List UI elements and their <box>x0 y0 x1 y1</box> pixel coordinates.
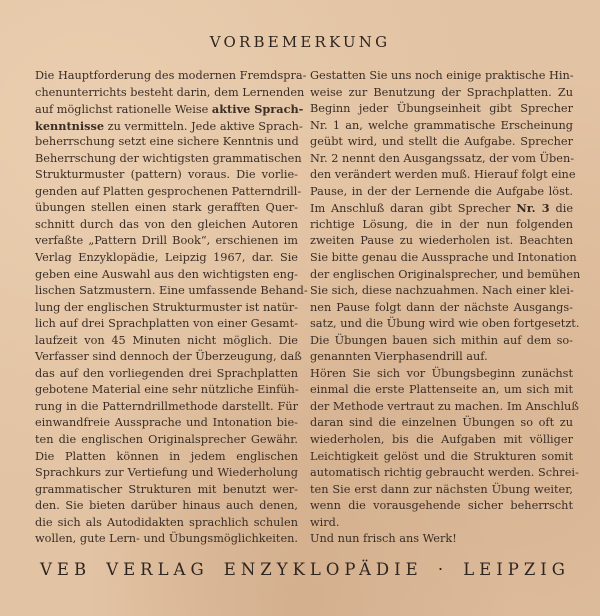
text-line: wird. <box>310 515 340 529</box>
text-segment: auf möglichst rationelle Weise <box>35 103 212 117</box>
text-line: beherrschung setzt eine sichere Kenntnis und <box>35 135 299 149</box>
text-line: einwandfreie Aussprache und Intonation bie- <box>35 416 298 430</box>
text-line: Strukturmuster (pattern) voraus. Die vorlie- <box>35 168 298 182</box>
text-line <box>35 101 304 118</box>
text-line: ten Sie erst dann zur nächsten Übung weiter, <box>310 482 573 496</box>
text-line: verfaßte „Pattern Drill Book“, erschienen im <box>35 234 298 248</box>
text-line: der englischen Originalsprecher, und bemühen <box>310 267 581 281</box>
text-line: genannten Vierphasendrill auf. <box>310 350 488 364</box>
text-line: automatisch richtig gebraucht werden. Schrei- <box>310 466 579 480</box>
page-title: VORBEMERKUNG <box>209 33 391 51</box>
text-line: wiederholen, bis die Aufgaben mit völliger <box>310 433 573 447</box>
publisher-footer: VEB VERLAG ENZYKLOPÄDIE · LEIPZIG <box>40 560 570 579</box>
text-line: Nr. 2 nennt den Ausgangssatz, der vom Üben- <box>310 151 575 165</box>
text-line: weise zur Benutzung der Sprachplatten. Zu <box>310 85 573 99</box>
left-column <box>35 68 308 548</box>
text-line: zweiten Pause zu wiederholen ist. Beachten <box>310 234 573 248</box>
bold-text: aktive Sprach- <box>211 102 304 117</box>
text-segment: zu vermitteln. Jede aktive Sprach- <box>104 119 303 133</box>
text-line: nen Pause folgt dann der nächste Ausgangs- <box>310 300 573 314</box>
text-line: schnitt durch das von den gleichen Autoren <box>35 217 298 231</box>
text-line: wollen, gute Lern- und Übungsmöglichkeiten. <box>35 532 298 546</box>
text-line: lischen Satzmustern. Eine umfassende Behand- <box>35 284 308 298</box>
text-line: ten die englischen Originalsprecher Gewähr. <box>35 433 298 447</box>
text-line <box>310 200 573 217</box>
text-line: grammatischer Strukturen mit benutzt wer- <box>35 482 298 496</box>
right-column <box>310 68 581 548</box>
text-line: einmal die erste Plattenseite an, um sich mit <box>310 383 573 397</box>
text-line: das auf den vorliegenden drei Sprachplatten <box>35 366 298 380</box>
text-line: den. Sie bieten darüber hinaus auch denen, <box>35 499 298 513</box>
text-line: Die Platten können in jedem englischen <box>35 449 298 463</box>
text-line <box>35 118 303 135</box>
text-line: Pause, in der der Lernende die Aufgabe löst. <box>310 184 573 198</box>
text-line: lung der englischen Strukturmuster ist natür- <box>35 300 298 314</box>
text-line: genden auf Platten gesprochenen Patterndrill- <box>35 184 302 198</box>
text-line: geübt wird, und stellt die Aufgabe. Sprecher <box>310 135 573 149</box>
text-line: Leichtigkeit gelöst und die Strukturen somit <box>310 449 573 463</box>
text-line: wenn die vorausgehende sicher beherrscht <box>310 499 573 513</box>
text-line: den verändert werden muß. Hierauf folgt eine <box>310 168 576 182</box>
text-line: lich auf drei Sprachplatten von einer Gesamt- <box>35 317 298 331</box>
text-line: satz, und die Übung wird wie oben fortgesetzt. <box>310 317 580 331</box>
text-segment: die <box>549 202 574 216</box>
text-segment: Im Anschluß daran gibt Sprecher <box>310 202 517 216</box>
text-line: Verfasser sind dennoch der Überzeugung, daß <box>35 350 302 364</box>
text-line: Gestatten Sie uns noch einige praktische Hin- <box>310 69 574 82</box>
text-line: gebotene Material eine sehr nützliche Einfüh- <box>35 383 299 397</box>
text-line: Verlag Enzyklopädie, Leipzig 1967, dar. Sie <box>35 251 298 265</box>
text-line: Beginn jeder Übungseinheit gibt Sprecher <box>310 102 573 116</box>
text-line: geben eine Auswahl aus den wichtigsten eng- <box>35 267 298 281</box>
text-line: Und nun frisch ans Werk! <box>310 532 457 546</box>
text-line: die sich als Autodidakten sprachlich schulen <box>35 515 298 529</box>
text-line: chenunterrichts besteht darin, dem Lernenden <box>35 85 305 99</box>
bold-text: kenntnisse <box>35 118 105 133</box>
text-line: daran sind die einzelnen Übungen so oft zu <box>310 416 573 430</box>
text-line: richtige Lösung, die in der nun folgenden <box>310 217 573 231</box>
text-line: Die Übungen bauen sich mithin auf dem so- <box>310 333 573 347</box>
text-line: Beherrschung der wichtigsten grammatischen <box>35 151 302 165</box>
bold-text: Nr. 3 <box>516 201 550 216</box>
text-line: Hören Sie sich vor Übungsbeginn zunächst <box>310 366 573 380</box>
text-line: laufzeit von 45 Minuten nicht möglich. Die <box>35 333 298 347</box>
text-line: Sprachkurs zur Vertiefung und Wiederholung <box>35 466 298 480</box>
text-line: der Methode vertraut zu machen. Im Anschluß <box>310 399 579 413</box>
text-line: Die Hauptforderung des modernen Fremdspra- <box>35 69 307 82</box>
text-line: Nr. 1 an, welche grammatische Erscheinung <box>310 118 573 132</box>
text-line: Sie sich, diese nachzuahmen. Nach einer klei- <box>310 284 574 298</box>
text-line: rung in die Patterndrillmethode darstellt. Für <box>35 399 298 413</box>
text-line: Sie bitte genau die Aussprache und Intonation <box>310 251 577 265</box>
text-line: übungen stellen einen stark gerafften Quer- <box>35 201 298 215</box>
